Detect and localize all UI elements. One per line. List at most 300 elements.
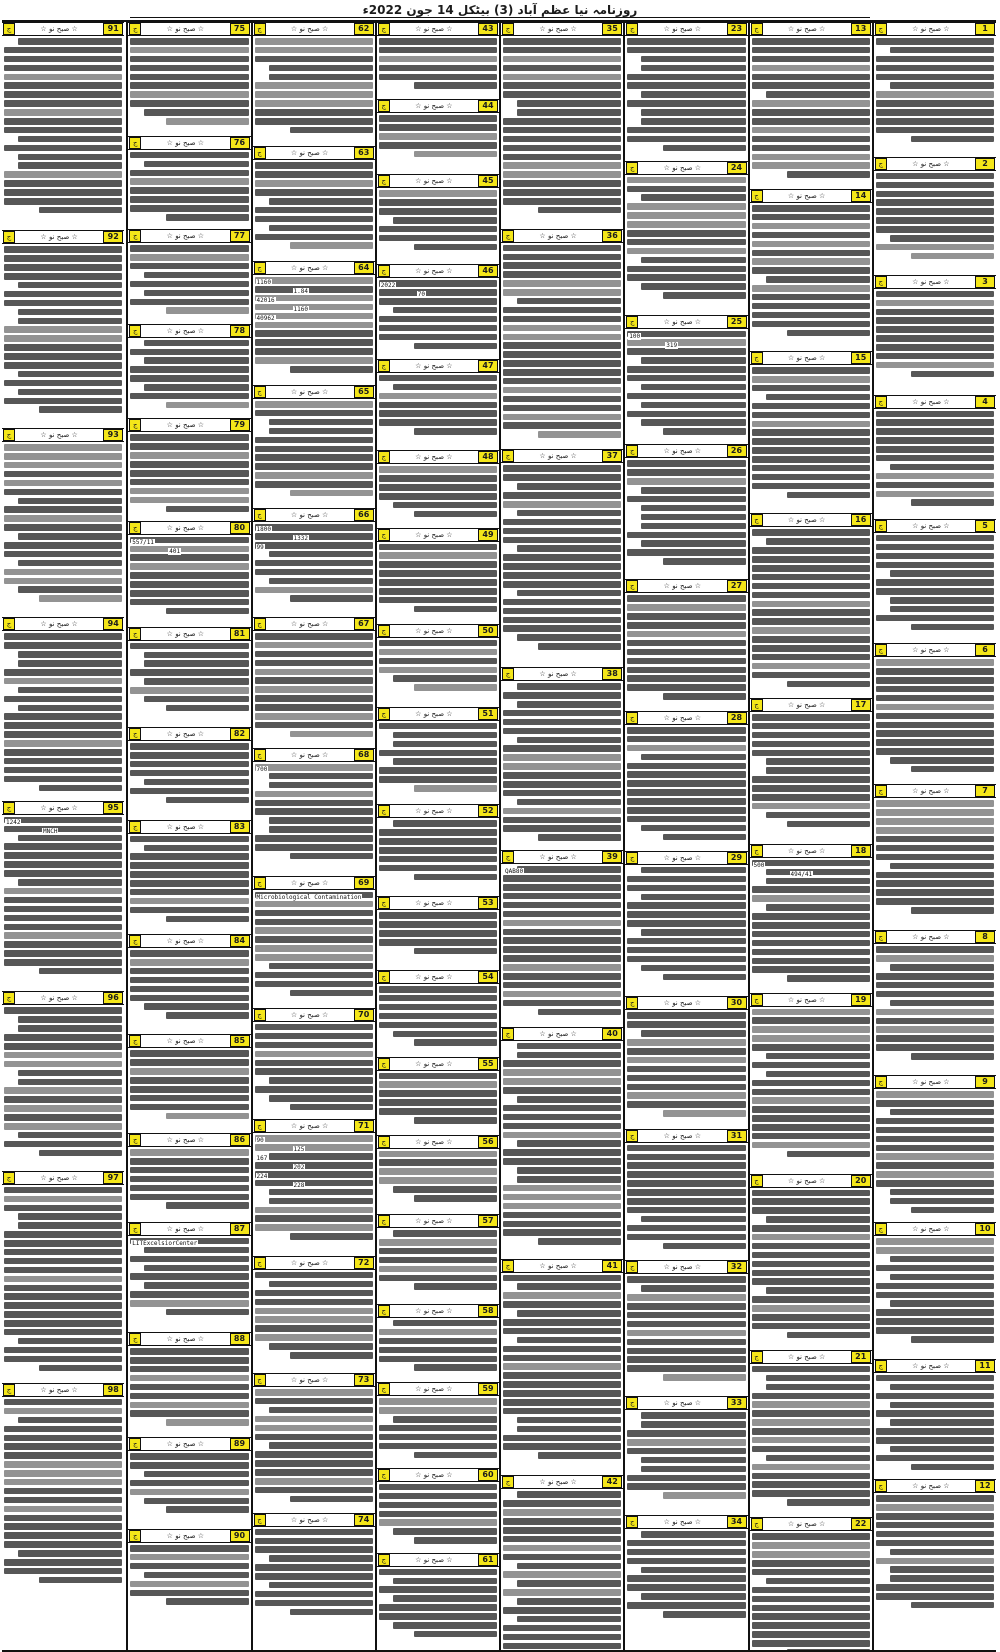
ad-text-line <box>627 727 745 734</box>
ad-number: 54 <box>478 971 498 983</box>
ad-text-line <box>379 1013 497 1020</box>
ad-text-line <box>752 403 870 410</box>
ad-heading <box>625 22 747 36</box>
ad-text-line <box>503 991 621 998</box>
ad-text-line <box>752 1115 870 1122</box>
ad-number: 57 <box>478 1215 498 1227</box>
ad-text-line <box>379 1266 497 1273</box>
ad-text-line <box>876 1180 994 1187</box>
classified-ad <box>874 519 996 643</box>
ad-figure: 202 <box>293 1164 305 1172</box>
ad-marker: ج <box>254 749 266 761</box>
ad-text-line <box>255 669 373 676</box>
ad-text-line <box>269 817 373 824</box>
classified-ad <box>253 261 375 385</box>
ad-text-line <box>890 1300 994 1307</box>
ad-text-line <box>766 869 870 876</box>
ad-text-line <box>379 939 497 946</box>
ad-text-line <box>379 47 497 54</box>
ad-text-line <box>517 1598 621 1605</box>
ads-column-5 <box>375 22 499 1650</box>
ad-number: 6 <box>975 644 995 656</box>
ad-text-line <box>379 402 497 409</box>
classified-ad <box>128 1437 250 1529</box>
ad-text-line <box>876 428 994 435</box>
ad-text-line <box>4 246 122 253</box>
ad-heading-label: ☆ صبح نو ☆ <box>415 807 453 816</box>
ad-text-line <box>144 1247 248 1254</box>
ad-marker: ج <box>378 1136 390 1148</box>
ad-number: 40 <box>602 1028 622 1040</box>
ad-text-line <box>255 171 373 178</box>
ad-text-line <box>890 757 994 764</box>
ad-body-text <box>501 463 623 654</box>
ad-text-line <box>503 1399 621 1406</box>
ad-text-line <box>269 1077 373 1084</box>
ad-text-line <box>255 1207 373 1214</box>
ad-text-line <box>503 198 621 205</box>
ad-number: 17 <box>851 699 871 711</box>
ad-heading-label: ☆ صبح نو ☆ <box>415 453 453 462</box>
ad-text-line <box>4 1302 122 1309</box>
ad-text-line <box>503 351 621 358</box>
ad-text-line <box>4 255 122 262</box>
ad-text-line <box>627 763 745 770</box>
classified-ad <box>501 22 623 229</box>
classified-ad <box>128 136 250 229</box>
ad-text-line <box>414 1195 497 1202</box>
ad-figure: 319 <box>666 341 678 349</box>
ad-heading <box>501 1027 623 1041</box>
ad-body-text <box>874 36 996 147</box>
ad-text-line <box>752 250 870 257</box>
ad-text-line <box>876 1026 994 1033</box>
ad-text-line <box>503 465 621 472</box>
ad-text-line <box>255 1591 373 1598</box>
ad-body-text <box>128 243 250 318</box>
ad-heading-label: ☆ صبح نو ☆ <box>290 1010 329 1019</box>
ad-text-line <box>627 393 745 400</box>
ad-body-text <box>377 984 499 1050</box>
ad-marker: ج <box>502 23 514 35</box>
ad-text-line <box>663 292 746 299</box>
ad-text-line <box>130 1149 248 1156</box>
ad-heading-label: ☆ صبح نو ☆ <box>166 421 205 430</box>
ad-text-line <box>641 965 745 972</box>
ad-text-line <box>4 453 122 460</box>
ad-marker: ج <box>626 1516 638 1528</box>
ad-text-line <box>890 1384 994 1391</box>
ad-text-line <box>787 1151 870 1158</box>
ad-heading-label: ☆ صبح نو ☆ <box>415 1137 453 1146</box>
ad-figure: 1.84 <box>293 288 308 296</box>
ad-text-line <box>890 1402 994 1409</box>
ad-text-line <box>4 542 122 549</box>
ad-text-line <box>39 1365 122 1372</box>
ad-heading-label: ☆ صبح نو ☆ <box>539 231 577 240</box>
ad-text-line <box>641 487 745 494</box>
ad-text-line <box>627 745 745 752</box>
ad-text-line <box>627 885 745 892</box>
ad-text-line <box>379 38 497 45</box>
ad-text-line <box>379 226 497 233</box>
ad-text-line <box>4 100 122 107</box>
ad-text-line <box>166 506 249 513</box>
ad-heading-label: ☆ صبح نو ☆ <box>290 511 329 520</box>
classified-ad <box>750 351 872 513</box>
ad-marker: ج <box>875 1076 887 1088</box>
ad-text-line <box>627 1448 745 1455</box>
ad-text-line <box>876 191 994 198</box>
ad-heading-label: ☆ صبح نو ☆ <box>40 1385 78 1394</box>
ad-text-line <box>876 65 994 72</box>
ad-marker: ج <box>378 1383 390 1395</box>
classified-ad <box>128 727 250 819</box>
ad-heading-label: ☆ صبح نو ☆ <box>40 431 78 440</box>
ad-text-line <box>503 790 621 797</box>
ad-number: 45 <box>478 175 498 187</box>
classified-ad <box>625 579 747 711</box>
ad-text-line <box>752 1035 870 1042</box>
ad-body-text <box>128 1543 250 1609</box>
ad-text-line <box>130 1185 248 1192</box>
classified-ad <box>2 428 124 617</box>
ad-heading <box>625 1515 747 1529</box>
ad-marker: ج <box>502 668 514 680</box>
page-header <box>0 0 1000 20</box>
ad-heading-label: ☆ صبح نو ☆ <box>290 388 329 397</box>
ad-text-line <box>4 888 122 895</box>
ad-text-line <box>752 1234 870 1241</box>
ad-text-line <box>876 1584 994 1591</box>
classified-ad <box>2 22 124 230</box>
ad-number: 77 <box>230 230 250 242</box>
ad-text-line <box>752 618 870 625</box>
ad-marker: ج <box>129 137 141 149</box>
ad-text-line <box>627 920 745 927</box>
ad-heading-label: ☆ صبح نو ☆ <box>787 1176 826 1185</box>
classified-ad <box>501 449 623 667</box>
ad-heading-label: ☆ صبح نو ☆ <box>415 973 453 982</box>
ad-text-line <box>517 1043 621 1050</box>
ad-heading <box>377 264 499 278</box>
ad-text-line <box>269 198 373 205</box>
ad-heading-label: ☆ صبح نو ☆ <box>290 751 329 760</box>
classified-ad <box>128 627 250 728</box>
ad-text-line <box>752 922 870 929</box>
ad-text-line <box>130 299 248 306</box>
ad-number: 25 <box>727 316 747 328</box>
ad-text-line <box>18 660 122 667</box>
ad-text-line <box>255 1215 373 1222</box>
ad-heading-label: ☆ صبح نو ☆ <box>912 521 950 530</box>
ad-marker: ج <box>502 851 514 863</box>
ad-text-line <box>4 171 122 178</box>
ad-number: 46 <box>478 265 498 277</box>
classified-ad <box>377 1468 499 1553</box>
ad-text-line <box>379 1329 497 1336</box>
ad-heading-label: ☆ صبح نو ☆ <box>787 995 826 1004</box>
ad-text-line <box>641 894 745 901</box>
ad-number: 68 <box>354 749 374 761</box>
ad-text-line <box>255 1024 373 1031</box>
ad-body-text <box>625 36 747 156</box>
ad-text-line <box>627 1312 745 1319</box>
ad-text-line <box>517 1426 621 1433</box>
ad-body-text <box>750 1364 872 1510</box>
ad-text-line <box>752 803 870 810</box>
ad-text-line <box>517 545 621 552</box>
ad-text-line <box>766 1384 870 1391</box>
ad-text-line <box>255 1135 373 1145</box>
ad-heading-label: ☆ صبح نو ☆ <box>415 1306 453 1315</box>
ad-heading-label: ☆ صبح نو ☆ <box>290 1122 329 1131</box>
ad-text-line <box>627 127 745 134</box>
ad-heading-label: ☆ صبح نو ☆ <box>40 233 78 242</box>
ad-text-line <box>4 353 122 360</box>
ad-text-line <box>255 844 373 851</box>
ad-text-line <box>766 1455 870 1462</box>
ad-text-line <box>130 761 248 768</box>
ad-heading <box>128 627 250 641</box>
ad-text-line <box>503 808 621 815</box>
ad-body-text <box>750 1007 872 1162</box>
ad-text-line <box>269 1189 373 1196</box>
ad-heading <box>253 1119 375 1133</box>
ad-text-line <box>752 1097 870 1104</box>
ad-text-line <box>4 1114 122 1121</box>
ad-text-line <box>876 1375 994 1382</box>
ad-heading-label: ☆ صبح نو ☆ <box>166 1224 205 1233</box>
ad-text-line <box>379 1502 497 1509</box>
ad-text-line <box>752 154 870 161</box>
ad-heading-label: ☆ صبح نو ☆ <box>415 25 453 33</box>
ad-number: 85 <box>230 1035 250 1047</box>
ad-text-line <box>255 1487 373 1494</box>
ad-text-line <box>641 1567 745 1574</box>
ad-text-line <box>876 1495 994 1502</box>
ad-number: 30 <box>727 997 747 1009</box>
ad-number: 61 <box>478 1554 498 1566</box>
ad-text-line <box>538 1238 621 1245</box>
ad-number: 63 <box>354 147 374 159</box>
ad-text-line <box>290 1352 373 1359</box>
ad-text-line <box>130 880 248 887</box>
ad-text-line <box>627 274 745 281</box>
ad-number: 60 <box>478 1469 498 1481</box>
ad-text-line <box>255 1086 373 1093</box>
ad-text-line <box>503 136 621 143</box>
ad-text-line <box>752 940 870 947</box>
ad-text-line <box>269 826 373 833</box>
ad-text-line <box>290 1233 373 1240</box>
ad-text-line <box>752 385 870 392</box>
ad-marker: ج <box>751 1175 763 1187</box>
ad-text-line <box>144 357 248 364</box>
ad-text-line <box>503 1381 621 1388</box>
ad-text-line <box>876 553 994 560</box>
ad-text-line <box>641 283 745 290</box>
ad-marker: ج <box>875 158 887 170</box>
ad-text-line <box>4 1187 122 1194</box>
ad-text-line <box>18 318 122 325</box>
ad-text-line <box>752 1270 870 1277</box>
ad-figure: 100 <box>629 332 641 340</box>
ad-text-line <box>627 649 745 656</box>
ad-text-line <box>876 208 994 215</box>
ad-text-line <box>144 652 248 659</box>
classified-ad <box>128 229 250 323</box>
ad-text-line <box>255 764 373 774</box>
ad-text-line <box>379 1604 497 1611</box>
classified-ad <box>377 624 499 707</box>
ad-marker: ج <box>875 931 887 943</box>
ad-text-line <box>752 592 870 599</box>
ad-text-line <box>752 732 870 739</box>
ad-text-line <box>517 799 621 806</box>
ad-text-line <box>627 186 745 193</box>
ad-marker: ج <box>129 1530 141 1542</box>
ad-text-line <box>517 701 621 708</box>
ad-text-line <box>130 1366 248 1373</box>
ad-text-line <box>255 357 373 364</box>
ad-text-line <box>4 1329 122 1336</box>
ad-text-line <box>503 1292 621 1299</box>
ad-text-line <box>4 1435 122 1442</box>
ad-text-line <box>538 643 621 650</box>
ad-heading-label: ☆ صبح نو ☆ <box>787 192 826 201</box>
ad-text-line <box>503 91 621 98</box>
ad-text-line <box>379 289 497 299</box>
ad-text-line <box>752 931 870 938</box>
ad-text-line <box>752 1243 870 1250</box>
ad-text-line <box>663 1611 746 1618</box>
ad-marker: ج <box>129 23 141 35</box>
ad-marker: ج <box>378 1215 390 1227</box>
ad-text-line <box>39 785 122 792</box>
ad-text-line <box>379 1073 497 1080</box>
ad-text-line <box>130 178 248 185</box>
ad-number: 8 <box>975 931 995 943</box>
ad-number: 98 <box>103 1384 123 1396</box>
ad-marker: ج <box>254 262 266 274</box>
ad-text-line <box>18 879 122 886</box>
ad-body-text <box>128 1147 250 1213</box>
ad-text-line <box>766 758 870 765</box>
ad-text-line <box>130 871 248 878</box>
ad-text-line <box>517 1616 621 1623</box>
ad-text-line <box>752 162 870 169</box>
ad-text-line <box>876 1265 994 1272</box>
ad-text-line <box>4 678 122 685</box>
ad-text-line <box>627 1162 745 1169</box>
ad-marker: ج <box>875 23 887 35</box>
ad-heading-label: ☆ صبح نو ☆ <box>40 994 78 1003</box>
ad-text-line <box>255 651 373 658</box>
ad-heading <box>874 1222 996 1236</box>
ad-figure: 1160 <box>293 306 308 314</box>
ad-heading <box>501 667 623 681</box>
ad-text-line <box>130 1095 248 1102</box>
ad-text-line <box>876 1044 994 1051</box>
ad-heading <box>750 844 872 858</box>
ad-text-line <box>890 1000 994 1007</box>
ad-text-line <box>503 599 621 606</box>
ad-text-line <box>876 955 994 962</box>
ad-text-line <box>255 118 373 125</box>
ad-heading-label: ☆ صبح نو ☆ <box>415 361 453 370</box>
ad-number: 70 <box>354 1009 374 1021</box>
ad-text-line <box>255 1272 373 1279</box>
ad-number: 69 <box>354 877 374 889</box>
ad-text-line <box>255 1051 373 1058</box>
ad-text-line <box>787 330 870 337</box>
ad-text-line <box>766 1053 870 1060</box>
ad-heading <box>377 970 499 984</box>
ad-text-line <box>144 1572 248 1579</box>
ad-marker: ج <box>378 1554 390 1566</box>
ad-heading-label: ☆ صبح نو ☆ <box>787 846 826 855</box>
ad-heading <box>377 1057 499 1071</box>
ad-text-line <box>627 667 745 674</box>
classified-ad <box>874 1359 996 1479</box>
ad-number: 72 <box>354 1257 374 1269</box>
ad-marker: ج <box>129 628 141 640</box>
ad-text-line <box>130 599 248 606</box>
ad-text-line <box>18 389 122 396</box>
ad-number: 76 <box>230 137 250 149</box>
ad-figure: 1332 <box>293 535 308 543</box>
ad-text-line <box>641 118 745 125</box>
classified-ad <box>253 508 375 617</box>
ad-text-line <box>517 590 621 597</box>
ad-heading <box>2 428 124 442</box>
ad-text-line <box>503 1589 621 1596</box>
newspaper-title: روزنامہ نیا عظم آباد (3) بیٹکل 14 جون 2022ء <box>362 3 638 17</box>
ad-text-line <box>627 684 745 691</box>
ad-heading-label: ☆ صبح نو ☆ <box>663 25 702 33</box>
ad-heading <box>128 820 250 834</box>
ad-heading-label: ☆ صبح نو ☆ <box>787 354 826 363</box>
ad-text-line <box>517 866 621 873</box>
ad-body-text <box>253 890 375 1001</box>
ad-text-line <box>876 317 994 324</box>
ad-text-line <box>627 1321 745 1328</box>
ad-text-line <box>876 898 994 905</box>
ad-body-text <box>253 160 375 253</box>
ad-body-text <box>874 289 996 382</box>
ad-text-line <box>627 1092 745 1099</box>
ad-text-line <box>503 127 621 134</box>
ad-text-line <box>255 1068 373 1075</box>
ad-text-line <box>641 540 745 547</box>
classified-ad <box>750 22 872 189</box>
ad-text-line <box>379 1493 497 1500</box>
ad-text-line <box>4 1532 122 1539</box>
ad-heading <box>750 1174 872 1188</box>
ad-text-line <box>752 886 870 893</box>
ad-text-line <box>130 1104 248 1111</box>
ad-marker: ج <box>254 509 266 521</box>
ad-text-line <box>627 100 745 107</box>
ad-text-line <box>876 173 994 180</box>
ad-text-line <box>130 470 248 477</box>
ad-text-line <box>4 1061 122 1068</box>
ad-text-line <box>503 754 621 761</box>
ad-text-line <box>379 1239 497 1246</box>
ad-text-line <box>503 307 621 314</box>
ad-text-line <box>752 376 870 383</box>
